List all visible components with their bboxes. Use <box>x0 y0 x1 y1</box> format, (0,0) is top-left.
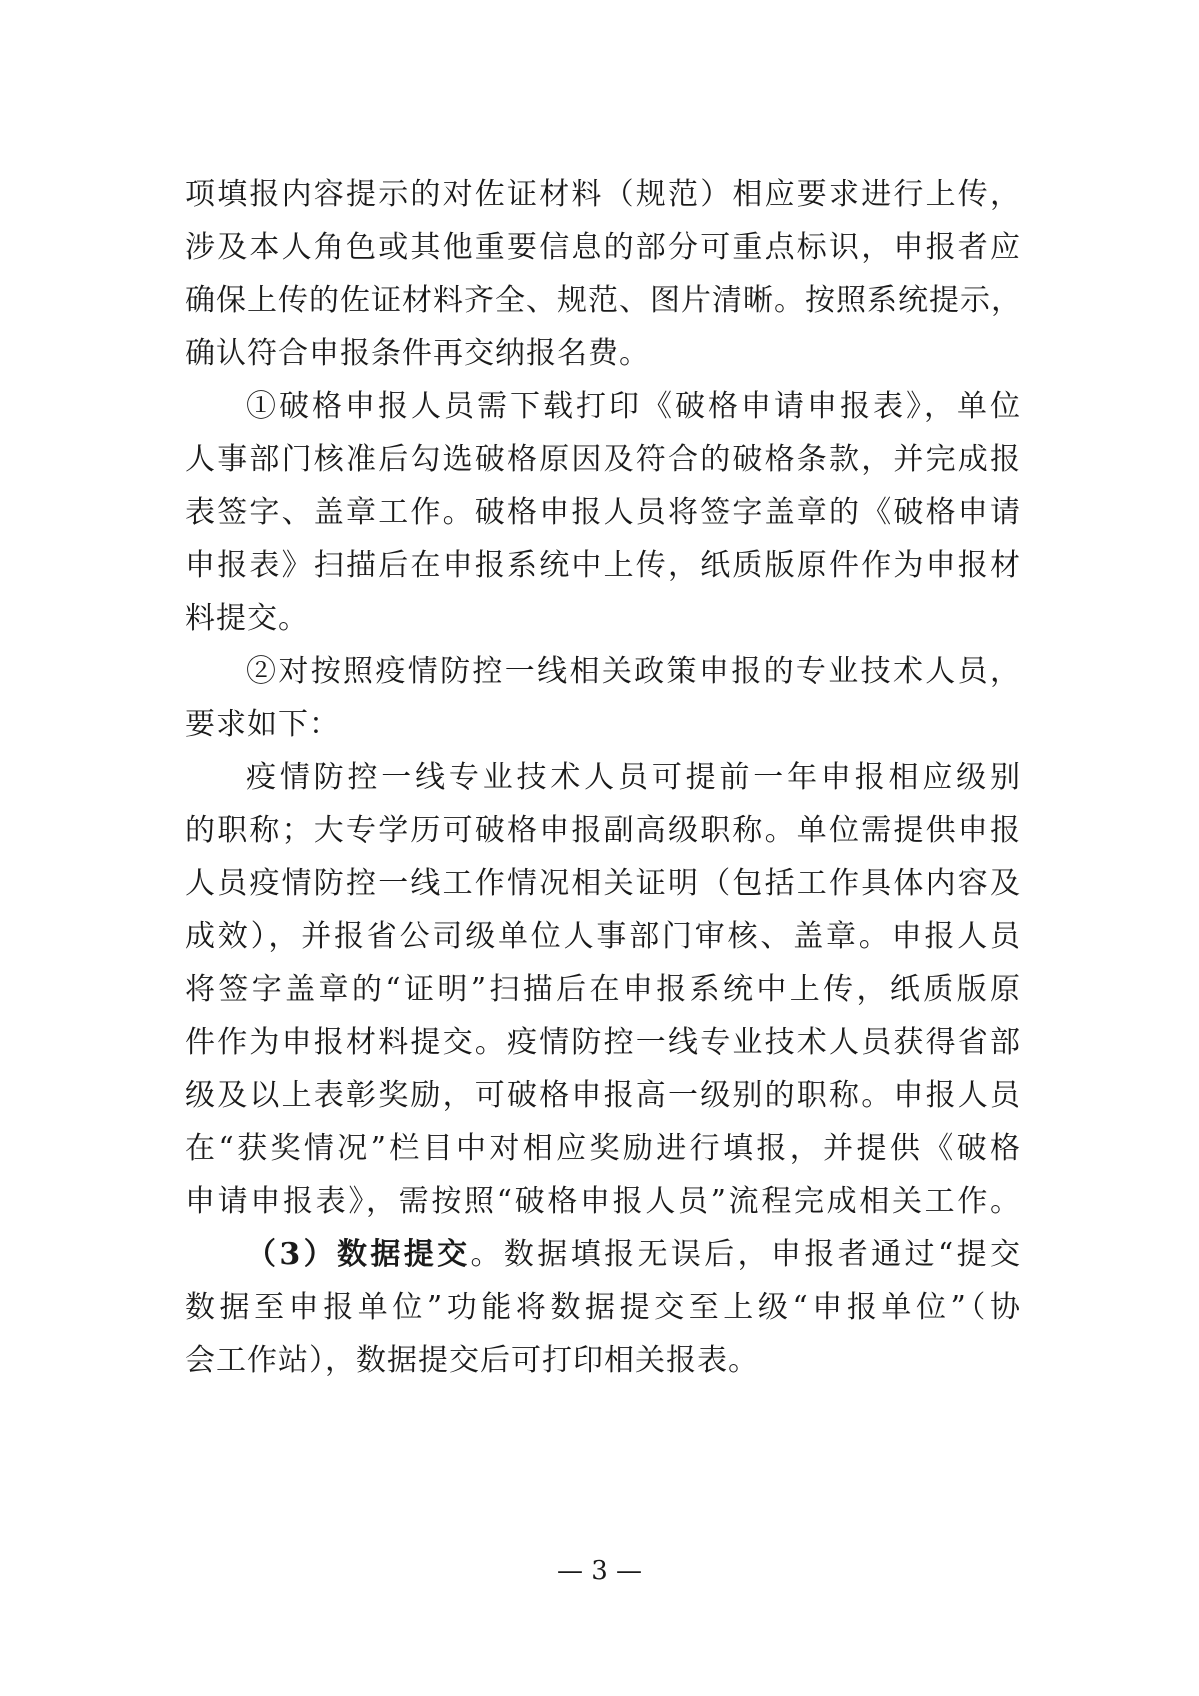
paragraph-line: 在“获奖情况”栏目中对相应奖励进行填报，并提供《破格 <box>185 1131 1021 1166</box>
paragraph-line: ②对按照疫情防控一线相关政策申报的专业技术人员， <box>246 654 1021 689</box>
step3-line <box>246 1235 1021 1275</box>
paragraph-line: 将签字盖章的“证明”扫描后在申报系统中上传，纸质版原 <box>185 972 1021 1007</box>
paragraph-line: 人员疫情防控一线工作情况相关证明（包括工作具体内容及 <box>185 866 1021 901</box>
paragraph-line: 申报表》扫描后在申报系统中上传，纸质版原件作为申报材 <box>185 548 1021 583</box>
step3-heading: （3）数据提交 <box>246 1237 471 1272</box>
paragraph-line: 的职称；大专学历可破格申报副高级职称。单位需提供申报 <box>185 813 1021 848</box>
paragraph-line: 确保上传的佐证材料齐全、规范、图片清晰。按照系统提示， <box>185 283 1022 318</box>
paragraph-line: 要求如下： <box>185 707 340 742</box>
paragraph-line: 料提交。 <box>185 601 309 636</box>
step3-text: 。数据填报无误后，申报者通过“提交 <box>470 1237 1021 1272</box>
paragraph-line: 项填报内容提示的对佐证材料（规范）相应要求进行上传， <box>185 177 1021 212</box>
paragraph-line: 申请申报表》，需按照“破格申报人员”流程完成相关工作。 <box>185 1184 1021 1219</box>
paragraph-line: 会工作站），数据提交后可打印相关报表。 <box>185 1343 759 1378</box>
paragraph-line: 数据至申报单位”功能将数据提交至上级“申报单位”（协 <box>185 1290 1021 1325</box>
paragraph-line: ①破格申报人员需下载打印《破格申请申报表》，单位 <box>246 389 1021 424</box>
paragraph-line: 疫情防控一线专业技术人员可提前一年申报相应级别 <box>246 760 1021 795</box>
paragraph-line: 表签字、盖章工作。破格申报人员将签字盖章的《破格申请 <box>185 495 1021 530</box>
paragraph-line: 件作为申报材料提交。疫情防控一线专业技术人员获得省部 <box>185 1025 1021 1060</box>
paragraph-line: 级及以上表彰奖励，可破格申报高一级别的职称。申报人员 <box>185 1078 1021 1113</box>
paragraph-line: 人事部门核准后勾选破格原因及符合的破格条款，并完成报 <box>185 442 1021 477</box>
page-number: — 3 — <box>556 1556 643 1586</box>
paragraph-line: 成效），并报省公司级单位人事部门审核、盖章。申报人员 <box>185 919 1021 954</box>
paragraph-line: 确认符合申报条件再交纳报名费。 <box>185 336 650 371</box>
paragraph-line: 涉及本人角色或其他重要信息的部分可重点标识，申报者应 <box>185 230 1021 265</box>
